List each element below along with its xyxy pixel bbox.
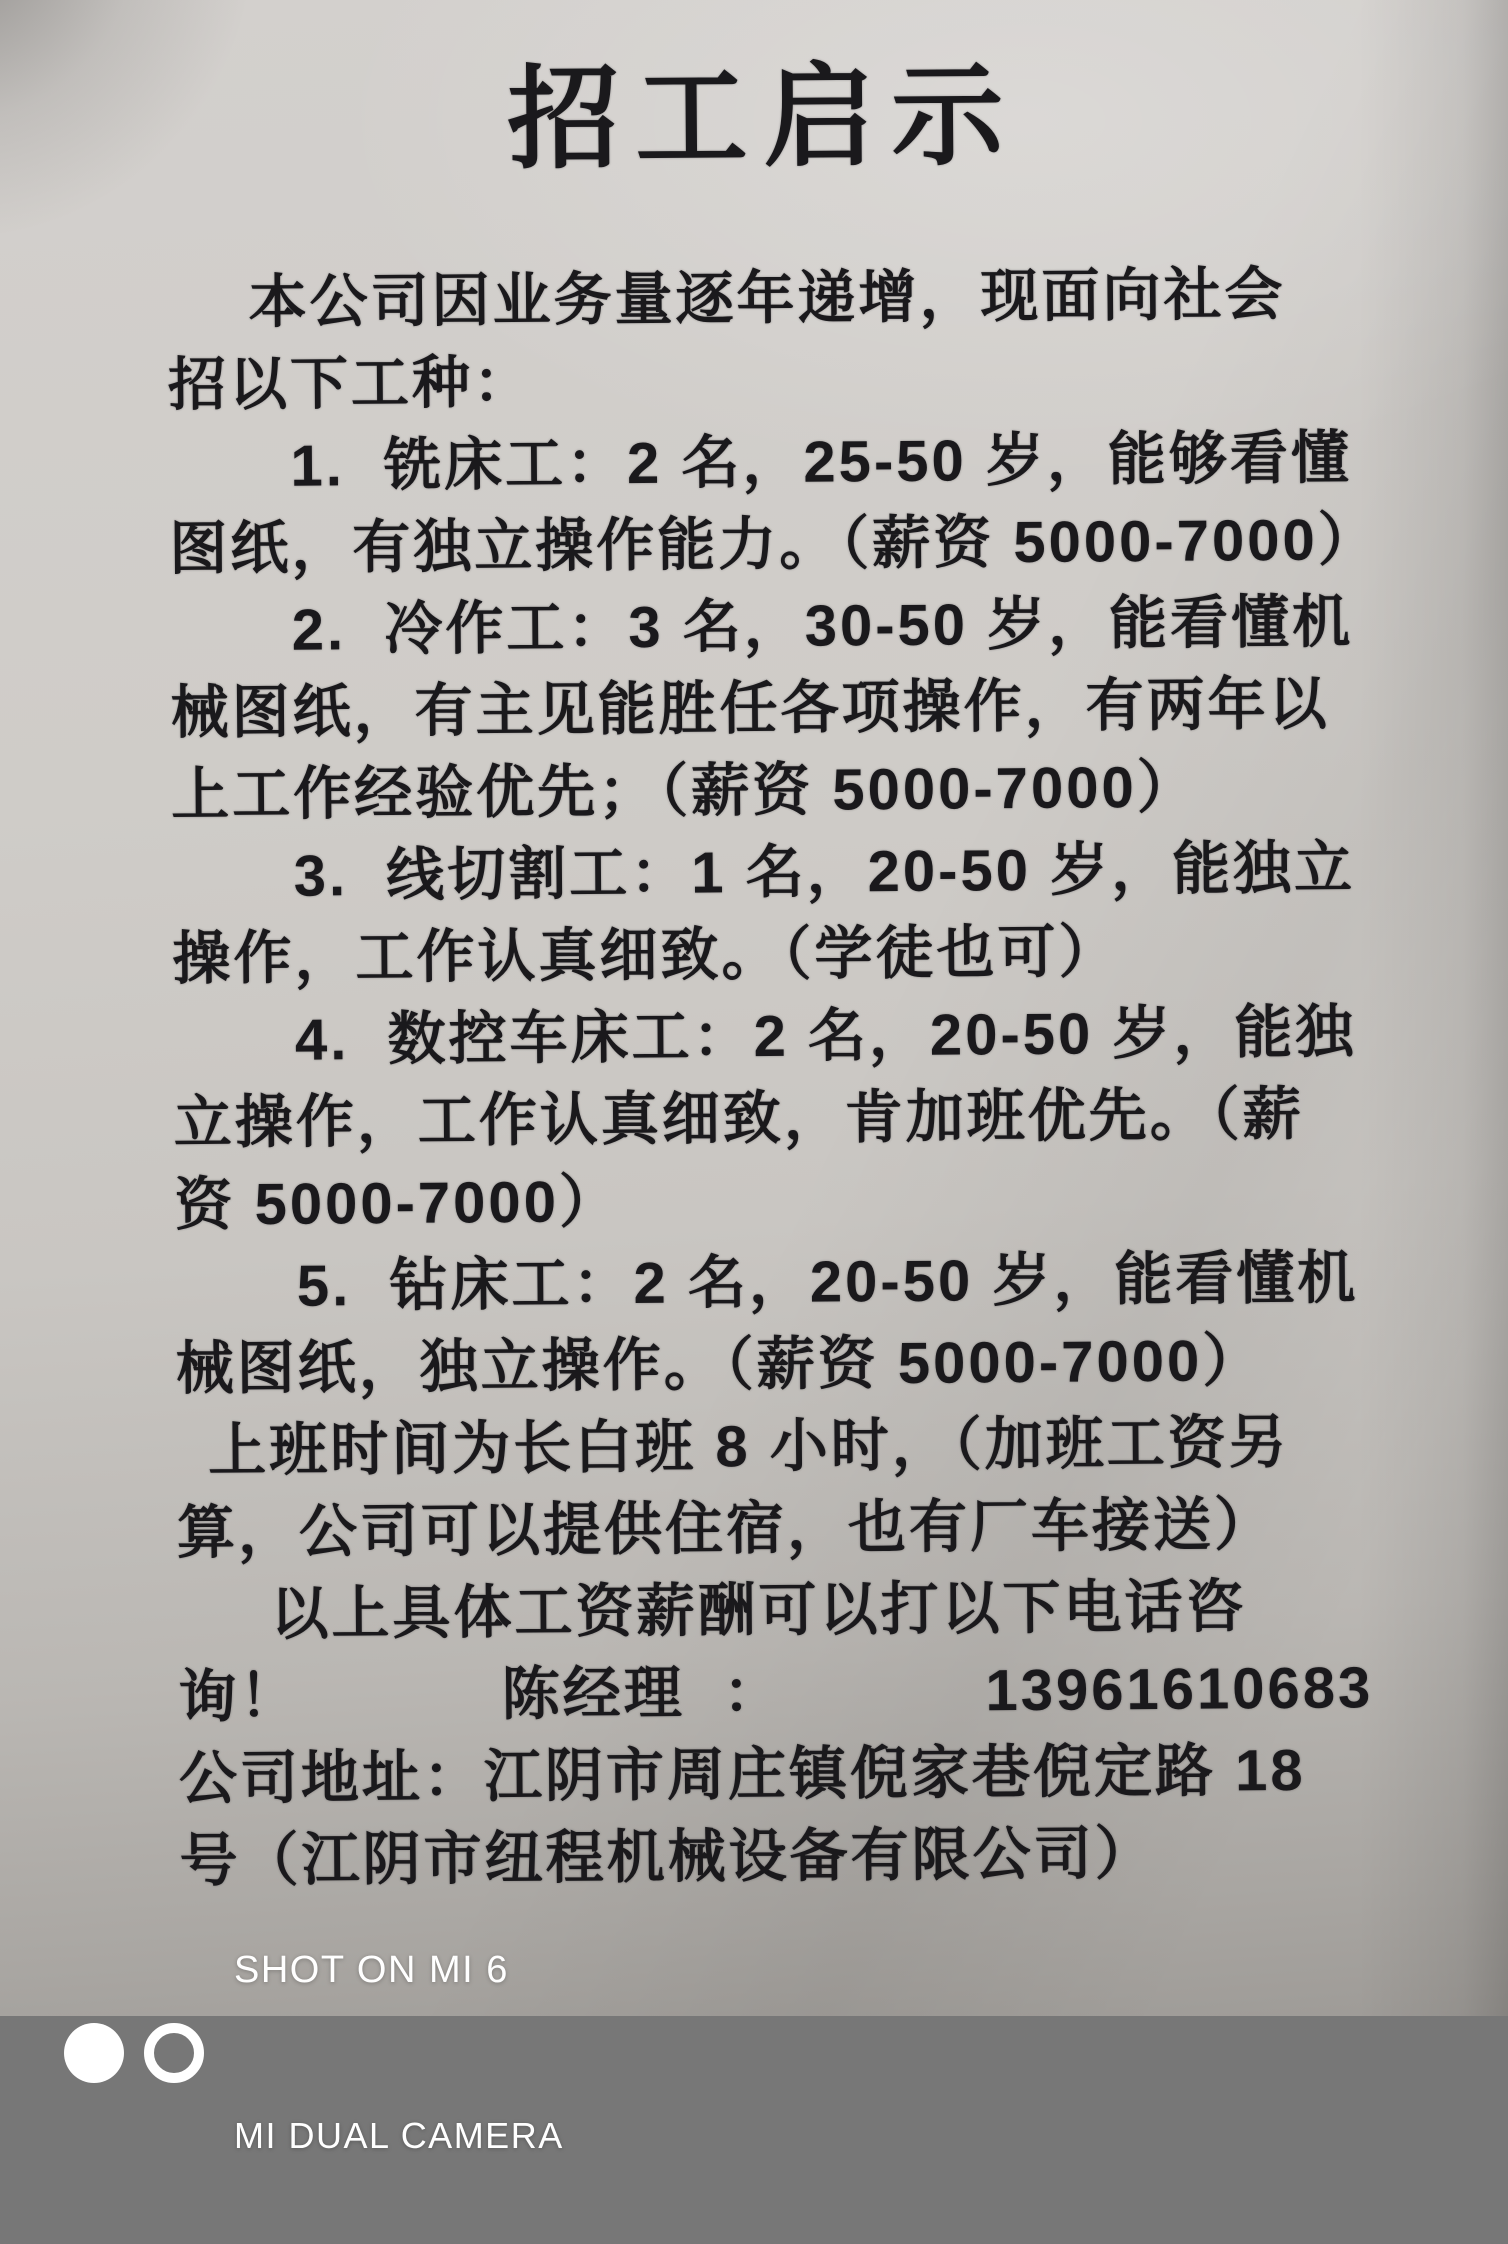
filled-circle-icon bbox=[64, 2023, 124, 2083]
notice-line: 立操作，工作认真细致，肯加班优先。（薪 bbox=[173, 1081, 1305, 1156]
notice-line: 公司地址：江阴市周庄镇倪家巷倪定路 18 bbox=[178, 1737, 1306, 1812]
notice-line: 1. 铣床工：2 名，25-50 岁，能够看懂 bbox=[290, 425, 1353, 499]
notice-line: 资 5000-7000） bbox=[174, 1169, 621, 1238]
ring-circle-icon bbox=[144, 2023, 204, 2083]
notice-line: 本公司因业务量逐年递增，现面向社会 bbox=[248, 261, 1286, 336]
notice-line: 5. 钻床工：2 名，20-50 岁，能看懂机 bbox=[296, 1245, 1359, 1319]
recruitment-notice bbox=[165, 0, 1380, 1903]
watermark-text bbox=[234, 1862, 564, 2244]
notice-line: 械图纸，独立操作。（薪资 5000-7000） bbox=[175, 1328, 1264, 1402]
watermark-line2: MI DUAL CAMERA bbox=[234, 2115, 564, 2156]
notice-line: 以上具体工资薪酬可以打以下电话咨 bbox=[270, 1574, 1247, 1647]
notice-line: 图纸，有独立操作能力。（薪资 5000-7000） bbox=[169, 507, 1380, 582]
notice-title: 招工启示 bbox=[506, 52, 1020, 183]
notice-line-part: 13961610683 bbox=[985, 1655, 1374, 1724]
notice-line: 号（江阴市纽程机械设备有限公司） bbox=[179, 1820, 1156, 1894]
notice-line bbox=[178, 1647, 1374, 1738]
notice-line: 4. 数控车床工：2 名，20-50 岁，能独 bbox=[294, 999, 1357, 1073]
notice-line: 械图纸，有主见能胜任各项操作，有两年以 bbox=[170, 671, 1330, 746]
watermark-line1: SHOT ON MI 6 bbox=[234, 1949, 509, 1991]
notice-line: 上班时间为长白班 8 小时，（加班工资另 bbox=[208, 1409, 1290, 1484]
notice-line-part: 询！ bbox=[178, 1663, 301, 1730]
camera-watermark bbox=[64, 1862, 564, 2244]
notice-line: 上工作经验优先；（薪资 5000-7000） bbox=[170, 754, 1198, 828]
notice-line-part: 陈经理 ： bbox=[501, 1659, 785, 1728]
notice-line: 算，公司可以提供住宿，也有厂车接送） bbox=[176, 1492, 1276, 1566]
notice-body bbox=[167, 253, 1380, 1902]
notice-line: 招以下工种： bbox=[167, 349, 535, 418]
notice-line: 操作，工作认真细致。（学徒也可） bbox=[172, 919, 1120, 992]
notice-line: 3. 线切割工：1 名，20-50 岁，能独立 bbox=[293, 835, 1356, 909]
dual-camera-logo bbox=[64, 2011, 212, 2095]
notice-line: 2. 冷作工：3 名，30-50 岁，能看懂机 bbox=[291, 589, 1354, 663]
